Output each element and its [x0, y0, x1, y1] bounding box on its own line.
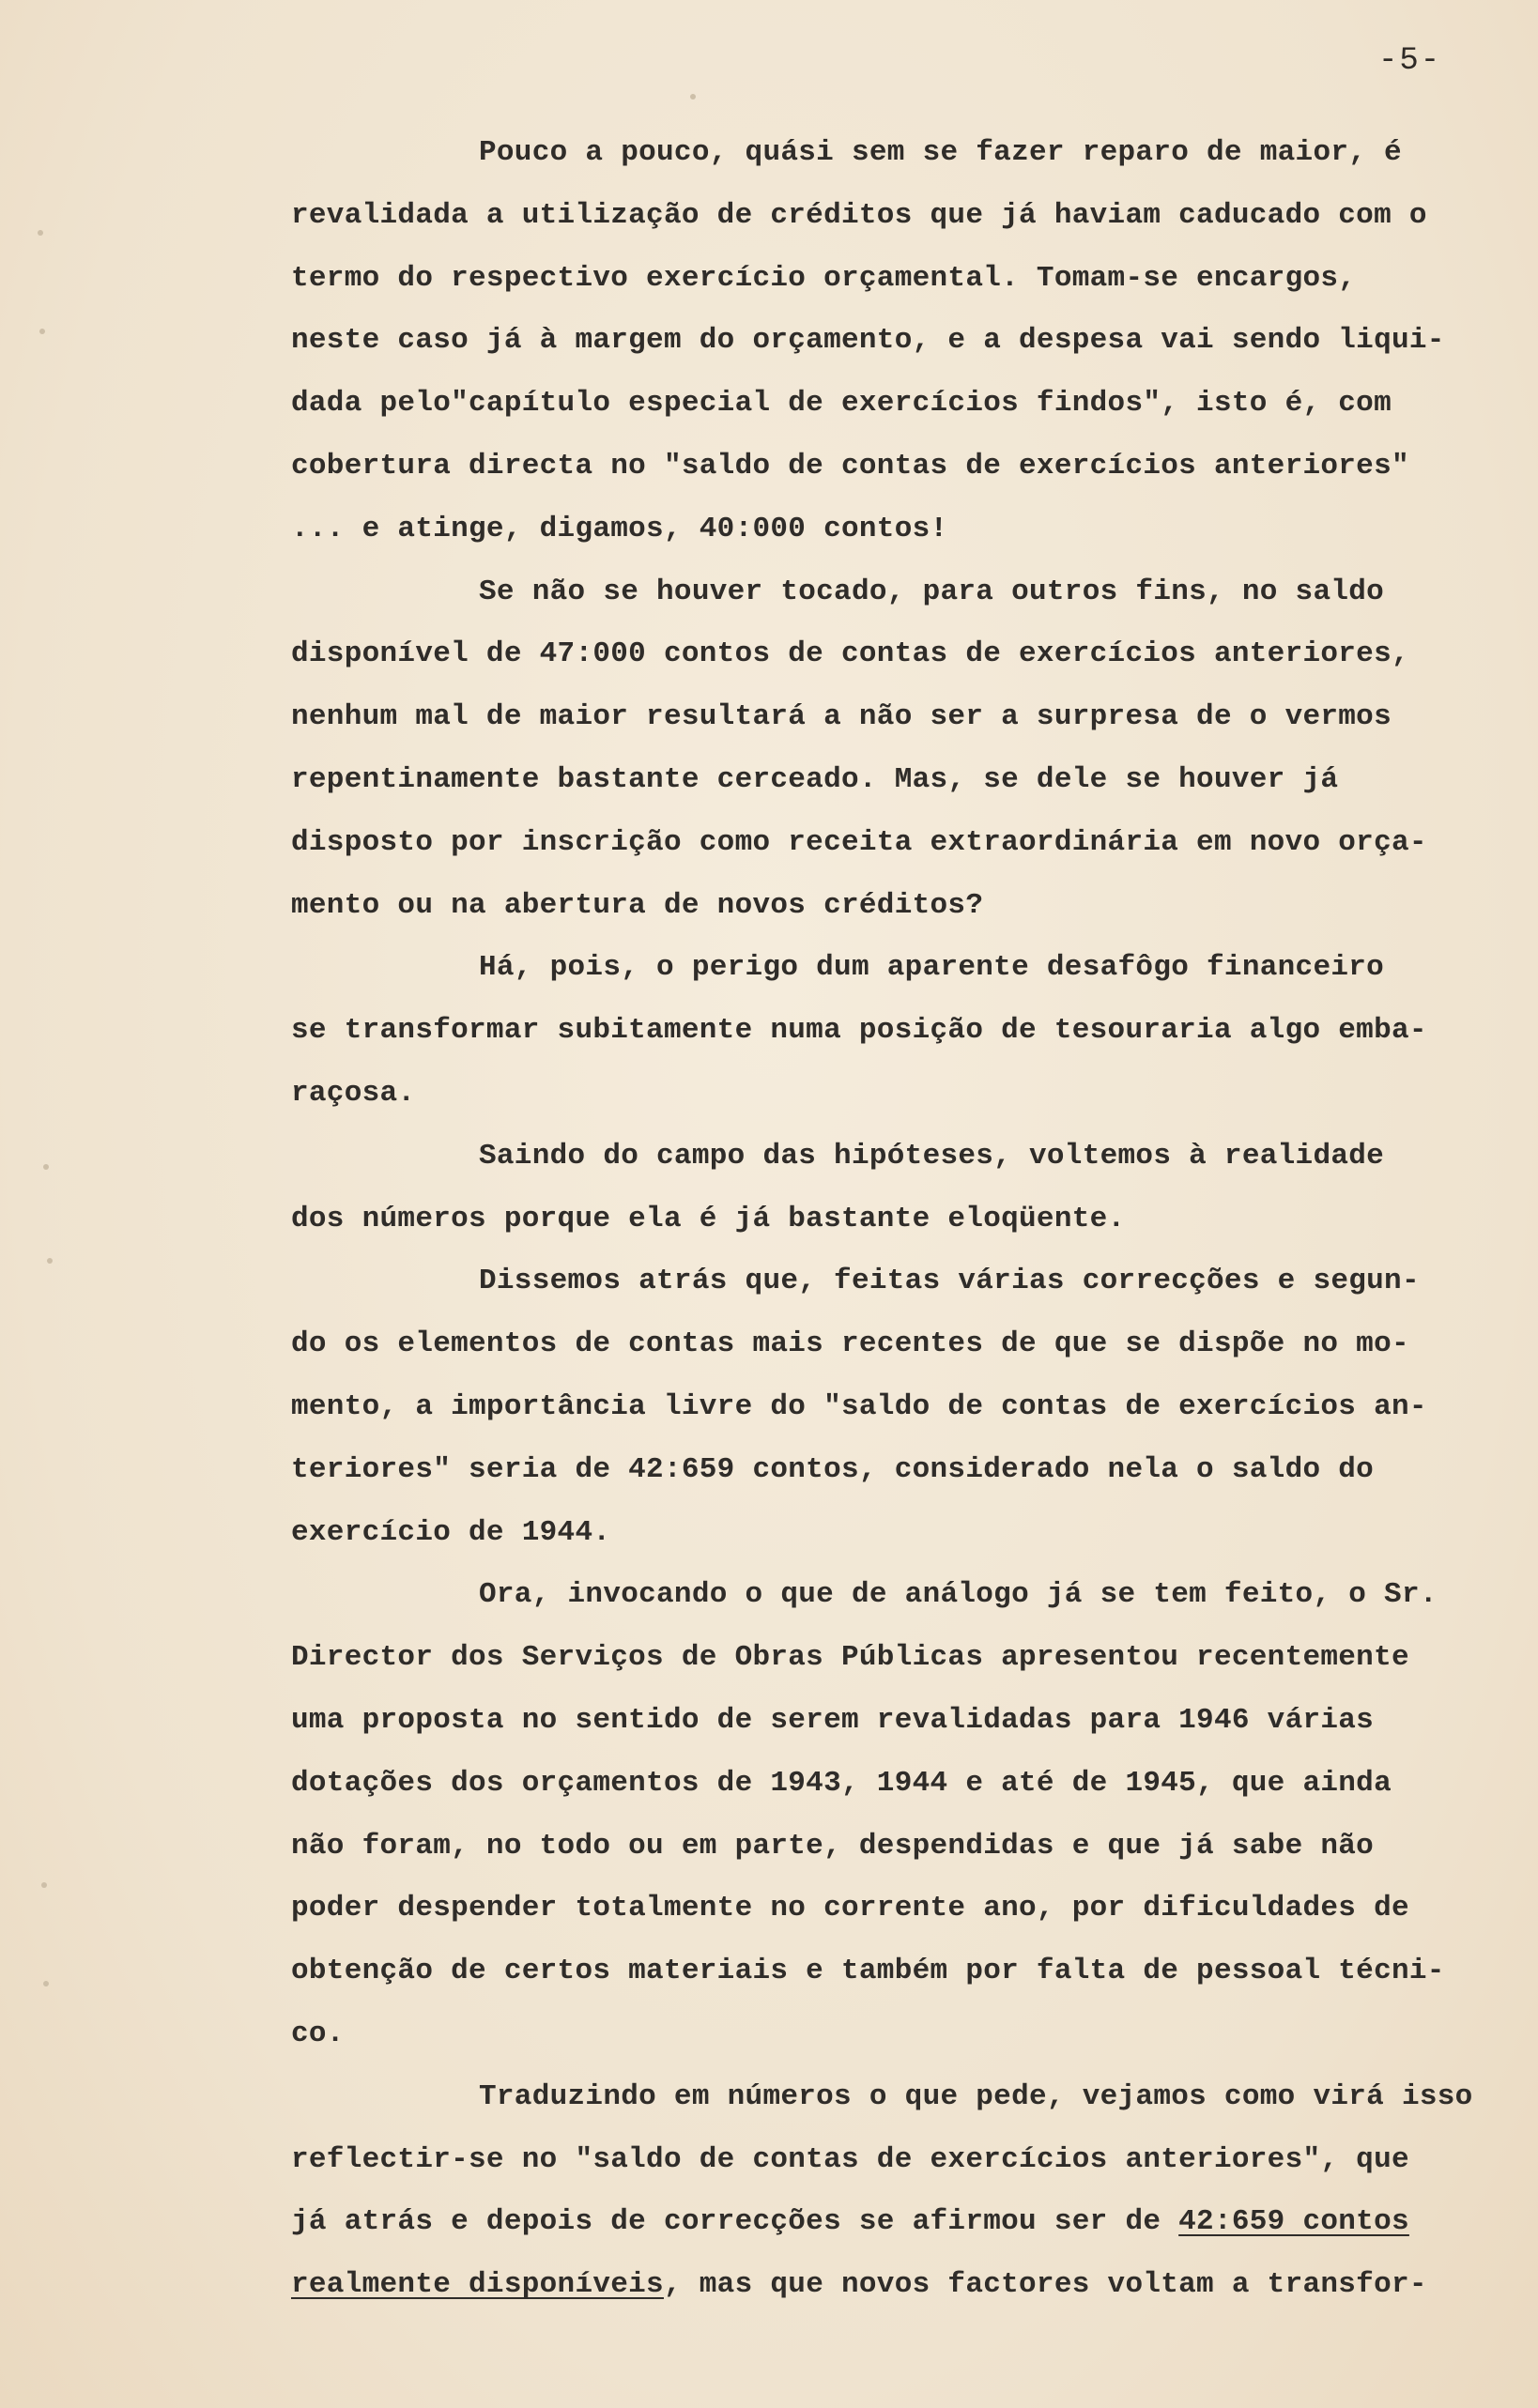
text-line: Há, pois, o perigo dum aparente desafôgo financeiro [479, 951, 1385, 985]
paper-speck [690, 94, 696, 100]
underlined-phrase: realmente disponíveis [291, 2268, 664, 2302]
paper-speck [43, 1164, 49, 1170]
text-line: raçosa. [291, 1076, 416, 1110]
text-line [291, 2254, 1502, 2317]
text-line: dos números porque ela é já bastante eloqüente. [291, 1202, 1126, 1235]
text-line: não foram, no todo ou em parte, despendidas e que já sabe não [291, 1829, 1375, 1863]
text-line: do os elementos de contas mais recentes de que se dispõe no mo- [291, 1327, 1409, 1361]
text-line: mento, a importância livre do "saldo de contas de exercícios an- [291, 1389, 1427, 1423]
text-line: repentinamente bastante cerceado. Mas, se dele se houver já [291, 762, 1339, 796]
paper-speck [43, 1981, 49, 1986]
text-line: se transformar subitamente numa posição de tesouraria algo emba- [291, 1014, 1427, 1048]
paragraph-1 [291, 122, 1502, 561]
text-line: revalidada a utilização de créditos que já haviam caducado com o [291, 198, 1427, 232]
paper-speck [38, 230, 43, 236]
text-segment: , mas que novos factores voltam a transfor- [663, 2268, 1427, 2302]
text-line: Se não se houver tocado, para outros fins, no saldo [479, 575, 1385, 608]
document-body [291, 122, 1502, 2317]
text-line: cobertura directa no "saldo de contas de exercícios anteriores" [291, 449, 1409, 483]
text-line: Director dos Serviços de Obras Públicas apresentou recentemente [291, 1641, 1409, 1675]
text-line: ... e atinge, digamos, 40:000 contos! [291, 512, 948, 545]
text-line: Dissemos atrás que, feitas várias correcções e segun- [479, 1265, 1420, 1298]
paragraph-4 [291, 1126, 1502, 1251]
text-line: mento ou na abertura de novos créditos? [291, 888, 984, 922]
text-line: nenhum mal de maior resultará a não ser a surpresa de o vermos [291, 700, 1392, 734]
paper-speck [39, 329, 45, 334]
text-line: reflectir-se no "saldo de contas de exercícios anteriores", que [291, 2142, 1409, 2176]
text-line: teriores" seria de 42:659 contos, considerado nela o saldo do [291, 1452, 1375, 1486]
paper-speck [41, 1882, 47, 1888]
text-line: termo do respectivo exercício orçamental. Tomam-se encargos, [291, 261, 1357, 295]
text-line: poder despender totalmente no corrente ano, por dificuldades de [291, 1892, 1409, 1925]
paragraph-3 [291, 937, 1502, 1125]
text-line: Ora, invocando o que de análogo já se tem feito, o Sr. [479, 1578, 1438, 1612]
paper-speck [47, 1258, 53, 1264]
text-line: Saindo do campo das hipóteses, voltemos à realidade [479, 1139, 1385, 1173]
text-line: dada pelo"capítulo especial de exercícios findos", isto é, com [291, 387, 1392, 421]
text-line: uma proposta no sentido de serem revalidadas para 1946 várias [291, 1703, 1375, 1737]
paragraph-5 [291, 1250, 1502, 1564]
text-line: disponível de 47:000 contos de contas de exercícios anteriores, [291, 637, 1409, 671]
text-line: co. [291, 2017, 345, 2050]
paragraph-6 [291, 1564, 1502, 2065]
text-segment: já atrás e depois de correcções se afirmou ser de [291, 2205, 1179, 2239]
paragraph-7 [291, 2066, 1502, 2317]
text-line: disposto por inscrição como receita extraordinária em novo orça- [291, 825, 1427, 859]
text-line [291, 2191, 1502, 2254]
page-number: -5- [1378, 43, 1442, 79]
text-line: Traduzindo em números o que pede, vejamos como virá isso [479, 2079, 1473, 2113]
paragraph-2 [291, 561, 1502, 938]
text-line: dotações dos orçamentos de 1943, 1944 e até de 1945, que ainda [291, 1766, 1392, 1800]
text-line: exercício de 1944. [291, 1515, 611, 1549]
text-line: neste caso já à margem do orçamento, e a despesa vai sendo liqui- [291, 324, 1445, 358]
text-line: Pouco a pouco, quási sem se fazer reparo de maior, é [479, 136, 1402, 169]
text-line: obtenção de certos materiais e também por falta de pessoal técni- [291, 1955, 1445, 1988]
underlined-amount: 42:659 contos [1178, 2205, 1409, 2239]
